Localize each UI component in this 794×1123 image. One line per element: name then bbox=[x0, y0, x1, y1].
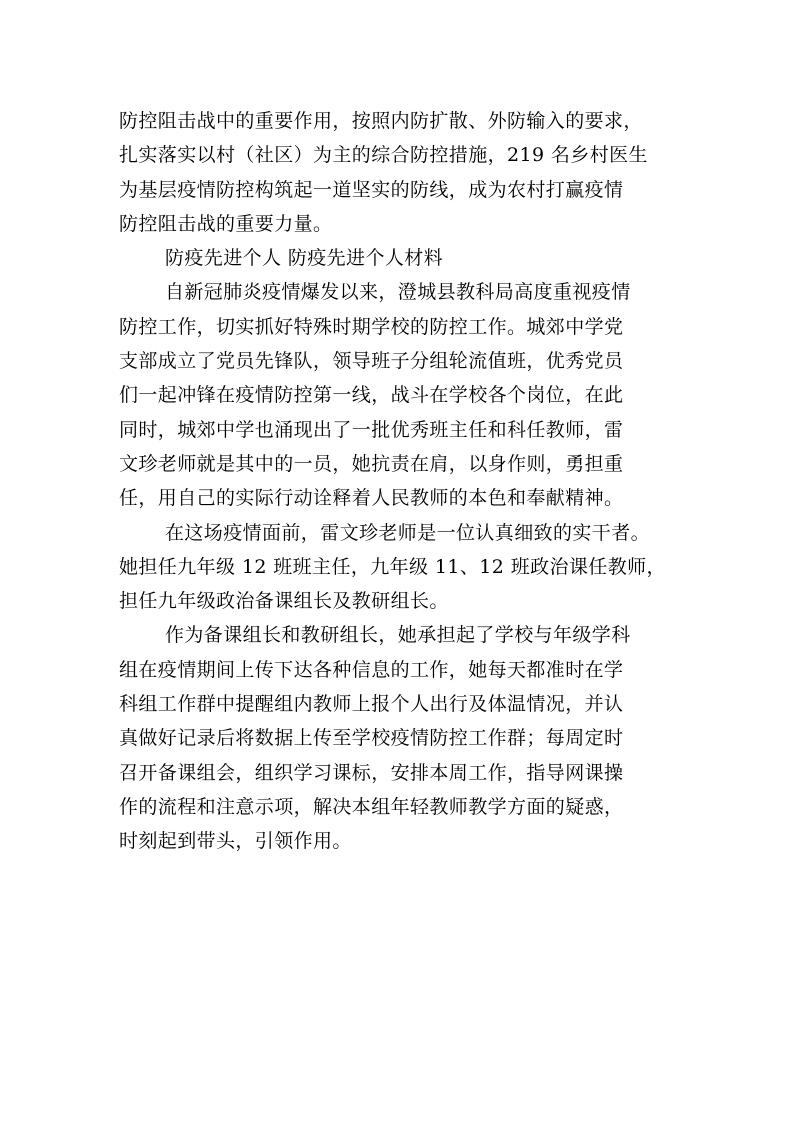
text-line: 支部成立了党员先锋队，领导班子分组轮流值班，优秀党员 bbox=[119, 350, 624, 373]
text-line: 防控阻击战的重要力量。 bbox=[119, 212, 333, 235]
text-line: 时刻起到带头，引领作用。 bbox=[119, 830, 352, 853]
text-line: 组在疫情期间上传下达各种信息的工作，她每天都准时在学 bbox=[119, 658, 624, 681]
text-line: 自新冠肺炎疫情爆发以来，澄城县教科局高度重视疫情 bbox=[165, 281, 631, 304]
text-line: 真做好记录后将数据上传至学校疫情防控工作群；每周定时 bbox=[119, 727, 624, 750]
text-line: 作的流程和注意示项，解决本组年轻教师教学方面的疑惑， bbox=[119, 795, 624, 818]
text-line: 她担任九年级 12 班班主任，九年级 11、12 班政治课任教师， bbox=[119, 555, 666, 578]
text-line: 防控工作，切实抓好特殊时期学校的防控工作。城郊中学党 bbox=[119, 315, 624, 338]
text-line: 扎实落实以村（社区）为主的综合防控措施，219 名乡村医生 bbox=[119, 144, 648, 167]
document-body bbox=[119, 104, 679, 859]
text-line: 担任九年级政治备课组长及教研组长。 bbox=[119, 590, 449, 613]
section-title-line: 防疫先进个人 防疫先进个人材料 bbox=[165, 247, 444, 270]
text-line: 召开备课组会，组织学习课标，安排本周工作，指导网课操 bbox=[119, 761, 624, 784]
text-line: 作为备课组长和教研组长，她承担起了学校与年级学科 bbox=[165, 624, 631, 647]
text-line: 任，用自己的实际行动诠释着人民教师的本色和奉献精神。 bbox=[119, 487, 624, 510]
text-line: 文珍老师就是其中的一员，她抗责在肩，以身作则，勇担重 bbox=[119, 452, 624, 475]
text-line: 为基层疫情防控构筑起一道坚实的防线，成为农村打赢疫情 bbox=[119, 178, 624, 201]
text-line: 防控阻击战中的重要作用，按照内防扩散、外防输入的要求， bbox=[119, 110, 643, 132]
text-line: 同时，城郊中学也涌现出了一批优秀班主任和科任教师，雷 bbox=[119, 418, 624, 441]
text-line: 在这场疫情面前，雷文珍老师是一位认真细致的实干者。 bbox=[165, 521, 651, 544]
text-line: 们一起冲锋在疫情防控第一线，战斗在学校各个岗位，在此 bbox=[119, 384, 624, 407]
text-line: 科组工作群中提醒组内教师上报个人出行及体温情况，并认 bbox=[119, 693, 624, 716]
